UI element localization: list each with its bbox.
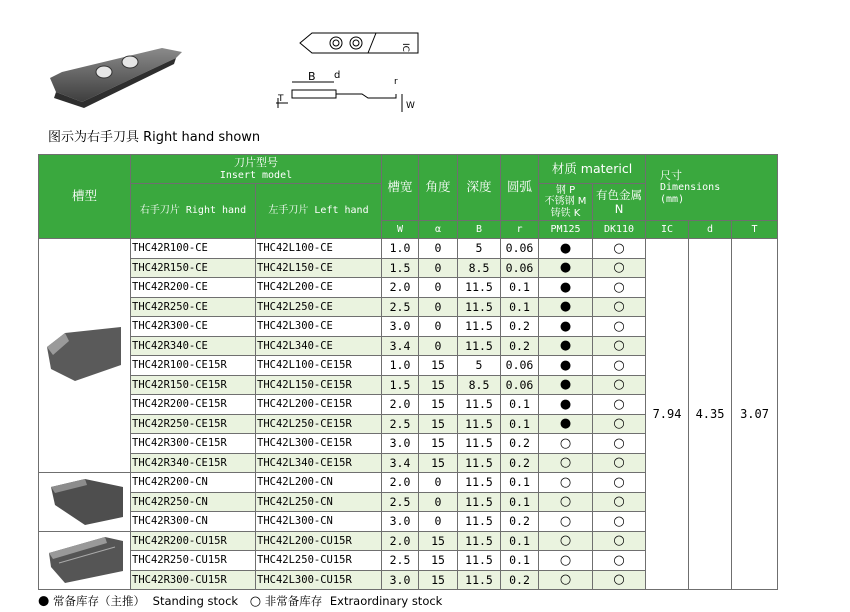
groove-width-cell: 2.5	[382, 414, 419, 434]
dk110-stock-cell: ○	[593, 492, 646, 512]
radius-cell: 0.1	[501, 531, 539, 551]
groove-width-cell: 1.5	[382, 258, 419, 278]
standing-stock-cn: 常备库存（主推）	[53, 594, 145, 608]
steel-line-1: 钢 P	[555, 184, 576, 196]
left-hand-code: THC42L300-CE	[256, 317, 382, 337]
depth-cell: 11.5	[458, 395, 501, 415]
depth-cell: 11.5	[458, 512, 501, 532]
dk110-stock-cell: ○	[593, 278, 646, 298]
depth-cell: 11.5	[458, 336, 501, 356]
angle-cell: 15	[419, 570, 458, 590]
d-value: 4.35	[689, 239, 732, 590]
depth-cell: 11.5	[458, 434, 501, 454]
angle-cell: 15	[419, 531, 458, 551]
radius-cell: 0.2	[501, 453, 539, 473]
dk110-stock-cell: ○	[593, 336, 646, 356]
groove-width-cell: 3.0	[382, 570, 419, 590]
groove-width-cell: 3.0	[382, 512, 419, 532]
table-row	[39, 239, 778, 259]
left-hand-header: 左手刀片 Left hand	[256, 184, 382, 239]
angle-cell: 0	[419, 512, 458, 532]
radius-cell: 0.1	[501, 278, 539, 298]
radius-cell: 0.2	[501, 570, 539, 590]
angle-cell: 15	[419, 375, 458, 395]
depth-cell: 5	[458, 239, 501, 259]
pm125-stock-cell: ○	[539, 512, 593, 532]
depth-cell: 11.5	[458, 317, 501, 337]
nonferrous-line-1: 有色金属	[596, 187, 642, 202]
angle-cell: 0	[419, 278, 458, 298]
stock-legend	[38, 593, 442, 609]
extra-stock-cn: 非常备库存	[264, 594, 323, 608]
pm125-stock-cell: ○	[539, 473, 593, 493]
groove-type-cell	[39, 239, 131, 473]
radius-header: 圆弧	[501, 155, 539, 221]
right-hand-code: THC42R300-CU15R	[131, 570, 256, 590]
ic-value: 7.94	[646, 239, 689, 590]
groove-width-cell: 1.5	[382, 375, 419, 395]
groove-type-cell	[39, 531, 131, 590]
d-dim-label: d	[334, 70, 341, 81]
right-hand-code: THC42R150-CE15R	[131, 375, 256, 395]
left-hand-code: THC42L200-CU15R	[256, 531, 382, 551]
angle-cell: 0	[419, 258, 458, 278]
pm125-stock-cell: ○	[539, 492, 593, 512]
right-hand-code: THC42R200-CE	[131, 278, 256, 298]
pm125-stock-cell: ●	[539, 258, 593, 278]
right-hand-code: THC42R150-CE	[131, 258, 256, 278]
radius-cell: 0.1	[501, 414, 539, 434]
depth-cell: 11.5	[458, 531, 501, 551]
left-hand-code: THC42L340-CE	[256, 336, 382, 356]
dk110-stock-cell: ○	[593, 570, 646, 590]
depth-cell: 11.5	[458, 473, 501, 493]
right-hand-code: THC42R250-CN	[131, 492, 256, 512]
insert-model-en: Insert model	[219, 169, 293, 181]
right-hand-code: THC42R100-CE	[131, 239, 256, 259]
unit-b: B	[458, 221, 501, 239]
nonferrous-grade-header	[593, 184, 646, 221]
ic-dim-label: IC	[400, 43, 410, 52]
right-hand-code: THC42R340-CE	[131, 336, 256, 356]
right-hand-code: THC42R250-CE	[131, 297, 256, 317]
groove-type-header: 槽型	[39, 155, 131, 239]
dk110-stock-cell: ○	[593, 551, 646, 571]
groove-width-cell: 3.4	[382, 336, 419, 356]
angle-cell: 15	[419, 414, 458, 434]
pm125-stock-cell: ○	[539, 453, 593, 473]
standing-stock-symbol: ●	[38, 593, 50, 609]
pm125-stock-cell: ○	[539, 551, 593, 571]
insert-side-view-drawing	[272, 68, 415, 118]
depth-cell: 11.5	[458, 453, 501, 473]
groove-width-cell: 2.0	[382, 531, 419, 551]
groove-width-cell: 2.0	[382, 395, 419, 415]
groove-width-cell: 1.0	[382, 239, 419, 259]
angle-cell: 0	[419, 317, 458, 337]
unit-w: W	[382, 221, 419, 239]
dk110-stock-cell: ○	[593, 317, 646, 337]
angle-header: 角度	[419, 155, 458, 221]
pm125-stock-cell: ●	[539, 317, 593, 337]
ce-groove-image	[45, 325, 125, 387]
radius-cell: 0.2	[501, 317, 539, 337]
insert-top-view-drawing	[292, 28, 422, 58]
pm125-stock-cell: ●	[539, 239, 593, 259]
left-hand-code: THC42L100-CE15R	[256, 356, 382, 376]
dk110-stock-cell: ○	[593, 258, 646, 278]
pm125-stock-cell: ●	[539, 356, 593, 376]
dk110-stock-cell: ○	[593, 434, 646, 454]
unit-t: T	[732, 221, 778, 239]
left-hand-code: THC42L300-CE15R	[256, 434, 382, 454]
pm125-stock-cell: ●	[539, 414, 593, 434]
right-hand-code: THC42R100-CE15R	[131, 356, 256, 376]
groove-width-cell: 2.5	[382, 551, 419, 571]
dimensions-cn: 尺寸	[660, 168, 683, 182]
depth-cell: 8.5	[458, 258, 501, 278]
radius-cell: 0.06	[501, 258, 539, 278]
groove-width-cell: 2.0	[382, 278, 419, 298]
unit-r: r	[501, 221, 539, 239]
dk110-stock-cell: ○	[593, 395, 646, 415]
left-hand-code: THC42L250-CN	[256, 492, 382, 512]
groove-width-header: 槽宽	[382, 155, 419, 221]
steel-line-2: 不锈钢 M	[544, 196, 587, 208]
dk110-stock-cell: ○	[593, 512, 646, 532]
right-hand-caption: 图示为右手刀具 Right hand shown	[48, 130, 261, 145]
radius-cell: 0.06	[501, 356, 539, 376]
steel-line-3: 铸铁 K	[550, 207, 581, 219]
groove-width-cell: 3.0	[382, 434, 419, 454]
t-dim-label: T	[278, 94, 284, 104]
pm125-stock-cell: ●	[539, 395, 593, 415]
dk110-stock-cell: ○	[593, 473, 646, 493]
depth-cell: 11.5	[458, 551, 501, 571]
depth-header: 深度	[458, 155, 501, 221]
depth-cell: 11.5	[458, 570, 501, 590]
radius-cell: 0.06	[501, 239, 539, 259]
dk110-stock-cell: ○	[593, 414, 646, 434]
right-hand-code: THC42R340-CE15R	[131, 453, 256, 473]
left-hand-code: THC42L200-CE	[256, 278, 382, 298]
nonferrous-line-2: N	[614, 202, 624, 216]
unit-angle: α	[419, 221, 458, 239]
depth-cell: 11.5	[458, 297, 501, 317]
left-hand-code: THC42L340-CE15R	[256, 453, 382, 473]
dk110-stock-cell: ○	[593, 239, 646, 259]
pm125-stock-cell: ○	[539, 570, 593, 590]
extra-stock-symbol: ○	[249, 593, 262, 609]
depth-cell: 11.5	[458, 278, 501, 298]
pm125-stock-cell: ●	[539, 336, 593, 356]
depth-cell: 11.5	[458, 414, 501, 434]
groove-width-cell: 2.5	[382, 492, 419, 512]
angle-cell: 15	[419, 551, 458, 571]
spec-table-body	[39, 239, 778, 590]
angle-cell: 0	[419, 473, 458, 493]
pm125-stock-cell: ●	[539, 297, 593, 317]
angle-cell: 0	[419, 492, 458, 512]
pm125-stock-cell: ●	[539, 375, 593, 395]
angle-cell: 0	[419, 297, 458, 317]
dk110-stock-cell: ○	[593, 297, 646, 317]
pm125-stock-cell: ●	[539, 278, 593, 298]
left-hand-code: THC42L300-CU15R	[256, 570, 382, 590]
left-hand-code: THC42L200-CN	[256, 473, 382, 493]
right-hand-code: THC42R250-CE15R	[131, 414, 256, 434]
grade-pm125: PM125	[539, 221, 593, 239]
right-hand-code: THC42R250-CU15R	[131, 551, 256, 571]
right-hand-code: THC42R200-CE15R	[131, 395, 256, 415]
dk110-stock-cell: ○	[593, 375, 646, 395]
r-dim-label: r	[394, 77, 398, 87]
left-hand-code: THC42L150-CE	[256, 258, 382, 278]
radius-cell: 0.1	[501, 492, 539, 512]
right-hand-code: THC42R200-CN	[131, 473, 256, 493]
t-value: 3.07	[732, 239, 778, 590]
angle-cell: 15	[419, 356, 458, 376]
left-hand-code: THC42L250-CU15R	[256, 551, 382, 571]
right-hand-code: THC42R300-CN	[131, 512, 256, 532]
dk110-stock-cell: ○	[593, 531, 646, 551]
groove-width-cell: 2.5	[382, 297, 419, 317]
left-hand-code: THC42L300-CN	[256, 512, 382, 532]
steel-grade-header	[539, 184, 593, 221]
dimensions-en: Dimensions	[660, 182, 721, 194]
right-hand-header: 右手刀片 Right hand	[131, 184, 256, 239]
groove-width-cell: 1.0	[382, 356, 419, 376]
insert-model-header	[131, 155, 382, 184]
groove-type-cell	[39, 473, 131, 532]
left-hand-code: THC42L250-CE	[256, 297, 382, 317]
radius-cell: 0.2	[501, 512, 539, 532]
pm125-stock-cell: ○	[539, 434, 593, 454]
unit-ic: IC	[646, 221, 689, 239]
b-dim-label: B	[308, 70, 316, 83]
dk110-stock-cell: ○	[593, 356, 646, 376]
standing-stock-en: Standing stock	[152, 594, 239, 608]
radius-cell: 0.1	[501, 297, 539, 317]
radius-cell: 0.1	[501, 395, 539, 415]
angle-cell: 15	[419, 395, 458, 415]
insert-photo	[42, 40, 192, 110]
right-hand-code: THC42R300-CE	[131, 317, 256, 337]
angle-cell: 0	[419, 239, 458, 259]
angle-cell: 15	[419, 434, 458, 454]
insert-model-cn: 刀片型号	[234, 155, 278, 169]
dk110-stock-cell: ○	[593, 453, 646, 473]
left-hand-code: THC42L250-CE15R	[256, 414, 382, 434]
material-header: 材质 matericl	[539, 155, 646, 184]
radius-cell: 0.2	[501, 336, 539, 356]
grade-dk110: DK110	[593, 221, 646, 239]
insert-spec-table	[38, 154, 778, 590]
depth-cell: 11.5	[458, 492, 501, 512]
radius-cell: 0.2	[501, 434, 539, 454]
dimensions-header	[646, 155, 778, 221]
pm125-stock-cell: ○	[539, 531, 593, 551]
dimensions-unit: (mm)	[660, 194, 685, 206]
right-hand-code: THC42R300-CE15R	[131, 434, 256, 454]
groove-width-cell: 2.0	[382, 473, 419, 493]
right-hand-code: THC42R200-CU15R	[131, 531, 256, 551]
left-hand-code: THC42L150-CE15R	[256, 375, 382, 395]
radius-cell: 0.1	[501, 473, 539, 493]
depth-cell: 8.5	[458, 375, 501, 395]
w-dim-label: W	[406, 101, 415, 111]
depth-cell: 5	[458, 356, 501, 376]
left-hand-code: THC42L100-CE	[256, 239, 382, 259]
angle-cell: 15	[419, 453, 458, 473]
unit-d: d	[689, 221, 732, 239]
radius-cell: 0.06	[501, 375, 539, 395]
cu-groove-image	[45, 535, 125, 585]
radius-cell: 0.1	[501, 551, 539, 571]
cn-groove-image	[45, 477, 125, 527]
angle-cell: 0	[419, 336, 458, 356]
left-hand-code: THC42L200-CE15R	[256, 395, 382, 415]
extra-stock-en: Extraordinary stock	[329, 594, 443, 608]
groove-width-cell: 3.0	[382, 317, 419, 337]
groove-width-cell: 3.4	[382, 453, 419, 473]
